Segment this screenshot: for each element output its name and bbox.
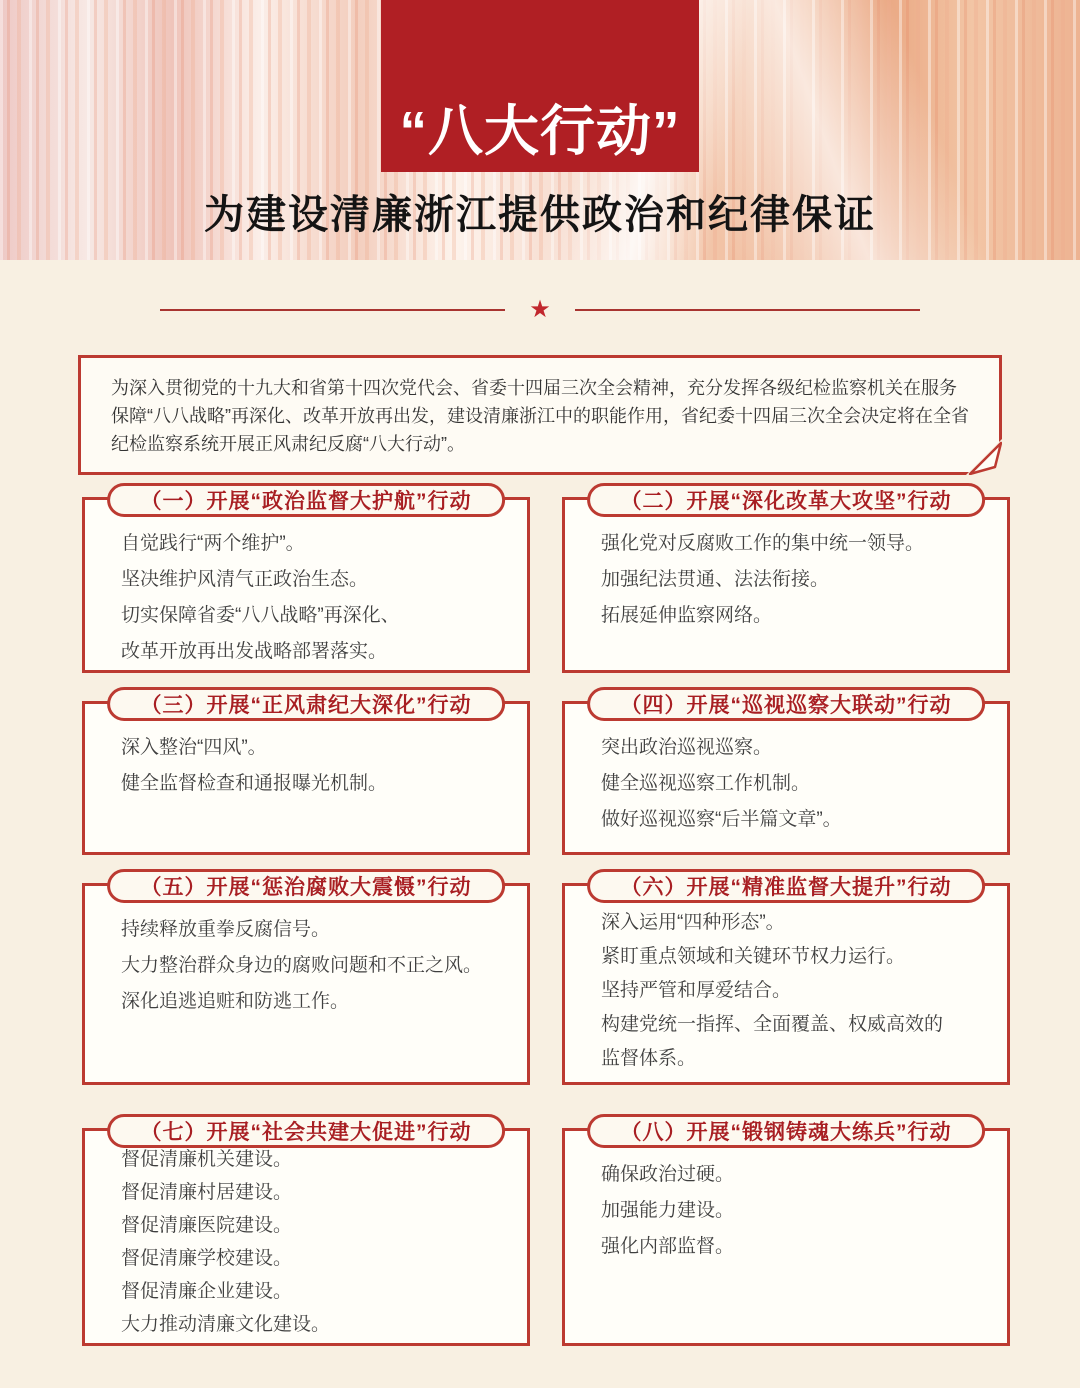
- card-title-8: （八）开展“锻钢铸魂大练兵”行动: [587, 1114, 985, 1148]
- card-line: 深化追逃追赃和防逃工作。: [121, 991, 350, 1012]
- card-line: 督促清廉村居建设。: [121, 1182, 293, 1203]
- card-line: 督促清廉学校建设。: [121, 1248, 293, 1269]
- card-line: 强化内部监督。: [601, 1236, 735, 1257]
- action-card-1: [82, 490, 530, 673]
- card-line: 拓展延伸监察网络。: [601, 605, 773, 626]
- card-line: 督促清廉医院建设。: [121, 1215, 293, 1236]
- card-title-5: （五）开展“惩治腐败大震慑”行动: [107, 869, 505, 903]
- card-line: 做好巡视巡察“后半篇文章”。: [601, 809, 842, 830]
- card-line: 切实保障省委“八八战略”再深化、: [121, 605, 400, 626]
- intro-box: [78, 355, 1002, 475]
- card-body-7: [85, 1131, 527, 1341]
- poster-banner: [0, 0, 1080, 260]
- card-line: 自觉践行“两个维护”。: [121, 533, 305, 554]
- grid-row-2: [82, 694, 1010, 855]
- card-body-5: [85, 886, 527, 1020]
- poster-subtitle: 为建设清廉浙江提供政治和纪律保证: [204, 193, 876, 237]
- page-fold-icon: [962, 435, 1002, 475]
- card-line: 督促清廉机关建设。: [121, 1149, 293, 1170]
- action-card-5: [82, 876, 530, 1085]
- card-line: 大力整治群众身边的腐败问题和不正之风。: [121, 955, 483, 976]
- intro-text: 为深入贯彻党的十九大和省第十四次党代会、省委十四届三次全会精神，充分发挥各级纪检监察机关在服务保障“八八战略”再深化、改革开放再出发，建设清廉浙江中的职能作用，省纪委十四届三次全会决定将在全省纪检监察系统开展正风肃纪反腐“八大行动”。: [111, 378, 969, 454]
- card-title-6: （六）开展“精准监督大提升”行动: [587, 869, 985, 903]
- divider-line-right: [575, 309, 920, 311]
- action-card-3: [82, 694, 530, 855]
- actions-grid: [0, 490, 1080, 1346]
- grid-row-3: [82, 876, 1010, 1085]
- main-title-box: [381, 0, 699, 172]
- card-title-3: （三）开展“正风肃纪大深化”行动: [107, 687, 505, 721]
- card-title-4: （四）开展“巡视巡察大联动”行动: [587, 687, 985, 721]
- main-title: “八大行动”: [399, 100, 681, 162]
- card-line: 坚持严管和厚爱结合。: [601, 980, 792, 1001]
- card-line: 持续释放重拳反腐信号。: [121, 919, 331, 940]
- card-line: 深入整治“四风”。: [121, 737, 267, 758]
- divider: [160, 298, 920, 322]
- card-line: 监督体系。: [601, 1048, 697, 1069]
- card-line: 坚决维护风清气正政治生态。: [121, 569, 369, 590]
- card-line: 大力推动清廉文化建设。: [121, 1314, 331, 1335]
- card-line: 强化党对反腐败工作的集中统一领导。: [601, 533, 925, 554]
- card-body-4: [565, 704, 1007, 838]
- grid-row-4: [82, 1121, 1010, 1346]
- card-line: 确保政治过硬。: [601, 1164, 735, 1185]
- card-body-2: [565, 500, 1007, 634]
- card-body-1: [85, 500, 527, 670]
- divider-line-left: [160, 309, 505, 311]
- card-line: 加强能力建设。: [601, 1200, 735, 1221]
- card-body-8: [565, 1131, 1007, 1265]
- grid-row-1: [82, 490, 1010, 673]
- card-title-2: （二）开展“深化改革大攻坚”行动: [587, 483, 985, 517]
- card-line: 紧盯重点领域和关键环节权力运行。: [601, 946, 906, 967]
- card-line: 深入运用“四种形态”。: [601, 912, 785, 933]
- card-line: 健全巡视巡察工作机制。: [601, 773, 811, 794]
- action-card-6: [562, 876, 1010, 1085]
- action-card-7: [82, 1121, 530, 1346]
- card-line: 突出政治巡视巡察。: [601, 737, 773, 758]
- card-line: 改革开放再出发战略部署落实。: [121, 641, 388, 662]
- card-line: 加强纪法贯通、法法衔接。: [601, 569, 830, 590]
- action-card-4: [562, 694, 1010, 855]
- card-line: 构建党统一指挥、全面覆盖、权威高效的: [601, 1014, 944, 1035]
- action-card-8: [562, 1121, 1010, 1346]
- card-line: 督促清廉企业建设。: [121, 1281, 293, 1302]
- star-icon: ★: [529, 296, 551, 323]
- card-body-6: [565, 886, 1007, 1076]
- card-title-7: （七）开展“社会共建大促进”行动: [107, 1114, 505, 1148]
- card-title-1: （一）开展“政治监督大护航”行动: [107, 483, 505, 517]
- action-card-2: [562, 490, 1010, 673]
- card-line: 健全监督检查和通报曝光机制。: [121, 773, 388, 794]
